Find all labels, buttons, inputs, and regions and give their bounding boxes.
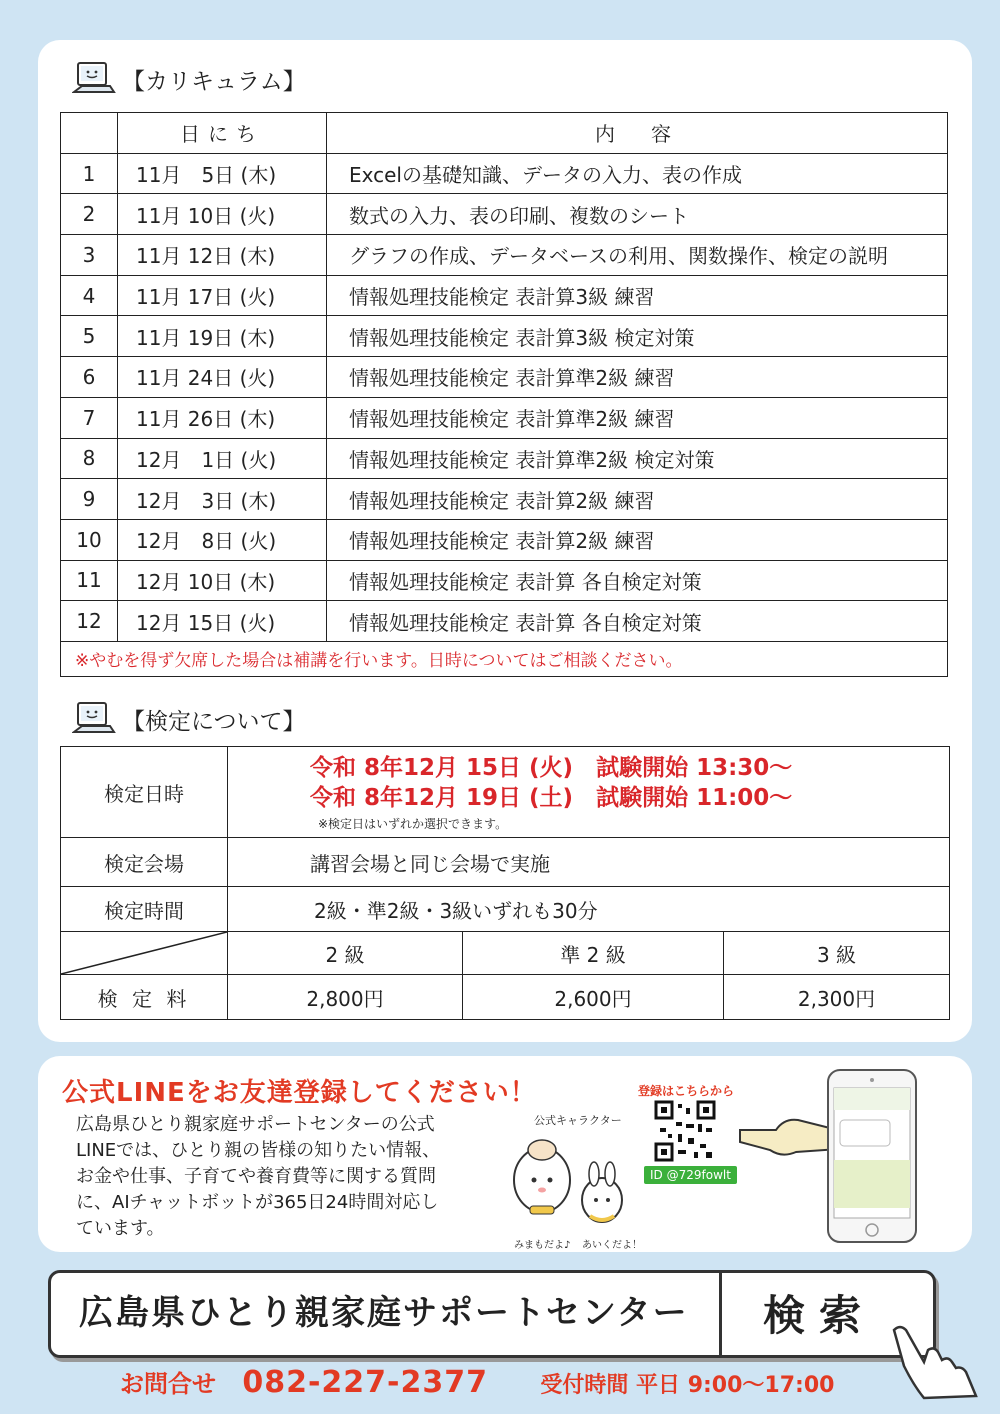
banner-center-name: 広島県ひとり親家庭サポートセンター: [79, 1293, 689, 1333]
qr-code-icon[interactable]: [654, 1100, 716, 1162]
line-body-text: お金や仕事、子育てや養育費等に関する質問: [76, 1166, 436, 1187]
row-date: 12月 15日 (火): [118, 601, 327, 642]
register-label: 登録はこちらから: [638, 1084, 735, 1098]
row-date: 11月 12日 (木): [118, 235, 327, 276]
computer-icon: [72, 60, 116, 98]
row-number: 4: [61, 275, 118, 316]
row-date: 12月 1日 (火): [118, 438, 327, 479]
exam-date-note: ※検定日はいずれか選択できます。: [318, 816, 508, 831]
row-content: 情報処理技能検定 表計算 各自検定対策: [327, 601, 948, 642]
exam-heading: [72, 700, 306, 738]
row-number: 1: [61, 153, 118, 194]
contact-label: お問合せ: [120, 1370, 216, 1398]
row-date: 11月 10日 (火): [118, 194, 327, 235]
line-body-text: LINEでは、ひとり親の皆様の知りたい情報、: [76, 1140, 441, 1161]
table-row: [61, 397, 948, 438]
table-row: [61, 194, 948, 235]
level-2: 2 級: [228, 932, 463, 975]
table-header-row: [61, 113, 948, 154]
fee-2: 2,800円: [228, 975, 463, 1020]
exam-venue-label: 検定会場: [61, 838, 228, 887]
row-number: 3: [61, 235, 118, 276]
exam-date-label: 検定日時: [61, 747, 228, 838]
level-3: 3 級: [724, 932, 950, 975]
fee-3: 2,300円: [724, 975, 950, 1020]
line-body-text: 広島県ひとり親家庭サポートセンターの公式: [76, 1114, 435, 1135]
row-number: 2: [61, 194, 118, 235]
table-row: [61, 275, 948, 316]
search-button[interactable]: 検索: [763, 1291, 876, 1340]
table-row: [61, 601, 948, 642]
search-banner[interactable]: [48, 1270, 936, 1358]
table-row: [61, 235, 948, 276]
line-body: [76, 1112, 492, 1242]
exam-fee-row: [61, 975, 950, 1020]
contact-hours: 受付時間 平日 9:00～17:00: [540, 1373, 835, 1398]
diagonal-line: [61, 932, 227, 974]
rabbit-character-icon: [500, 1128, 640, 1238]
exam-time-label: 検定時間: [61, 887, 228, 932]
row-content: Excelの基礎知識、データの入力、表の作成: [327, 153, 948, 194]
char2-caption: あいくだよ！: [582, 1240, 642, 1251]
curriculum-title: 【カリキュラム】: [122, 68, 306, 95]
exam-title: 【検定について】: [122, 708, 306, 735]
row-number: 10: [61, 519, 118, 560]
row-date: 12月 8日 (火): [118, 519, 327, 560]
diagonal-cell: [61, 932, 228, 975]
exam-date-line1: 令和 8年12月 15日 (火) 試験開始 13:30～: [310, 754, 793, 781]
table-row: [61, 316, 948, 357]
row-content: グラフの作成、データベースの利用、関数操作、検定の説明: [327, 235, 948, 276]
absence-note: ※やむを得ず欠席した場合は補講を行います。日時についてはご相談ください。: [61, 641, 948, 676]
row-date: 11月 19日 (木): [118, 316, 327, 357]
header-blank: [61, 113, 118, 154]
row-content: 情報処理技能検定 表計算準2級 練習: [327, 397, 948, 438]
smartphone-icon: [826, 1068, 918, 1244]
table-row: [61, 479, 948, 520]
table-row: [61, 153, 948, 194]
row-date: 11月 5日 (木): [118, 153, 327, 194]
computer-icon: [72, 700, 116, 738]
header-content: 内 容: [327, 113, 948, 154]
row-content: 情報処理技能検定 表計算準2級 検定対策: [327, 438, 948, 479]
line-id-badge[interactable]: ID @729fowlt: [644, 1166, 737, 1184]
row-content: 情報処理技能検定 表計算準2級 練習: [327, 357, 948, 398]
table-row: [61, 519, 948, 560]
note-row: [61, 641, 948, 676]
contact-phone[interactable]: 082-227-2377: [242, 1365, 489, 1400]
line-body-text: ています。: [76, 1218, 165, 1239]
row-number: 9: [61, 479, 118, 520]
fee-label: 検 定 料: [61, 975, 228, 1020]
exam-table: [60, 746, 950, 1020]
level-pre2: 準 2 級: [463, 932, 724, 975]
row-date: 11月 17日 (火): [118, 275, 327, 316]
exam-date-row: [61, 747, 950, 838]
row-number: 12: [61, 601, 118, 642]
row-number: 6: [61, 357, 118, 398]
row-content: 数式の入力、表の印刷、複数のシート: [327, 194, 948, 235]
row-date: 11月 26日 (木): [118, 397, 327, 438]
contact-line: [120, 1364, 834, 1400]
character-label: 公式キャラクター: [534, 1114, 622, 1127]
header-date: 日にち: [118, 113, 327, 154]
exam-time-row: [61, 887, 950, 932]
line-heading: 公式LINEをお友達登録してください！: [62, 1078, 537, 1108]
curriculum-table: [60, 112, 948, 677]
banner-divider: [719, 1273, 722, 1355]
row-number: 7: [61, 397, 118, 438]
row-number: 5: [61, 316, 118, 357]
row-content: 情報処理技能検定 表計算2級 練習: [327, 519, 948, 560]
table-row: [61, 560, 948, 601]
row-content: 情報処理技能検定 表計算3級 検定対策: [327, 316, 948, 357]
line-body-text: に、AIチャットボットが365日24時間対応し: [76, 1192, 439, 1213]
exam-venue: 講習会場と同じ会場で実施: [228, 838, 950, 887]
curriculum-heading: [72, 60, 306, 98]
row-date: 12月 3日 (木): [118, 479, 327, 520]
row-date: 11月 24日 (火): [118, 357, 327, 398]
exam-venue-row: [61, 838, 950, 887]
char1-caption: みまもだよ♪: [514, 1240, 571, 1251]
fee-pre2: 2,600円: [463, 975, 724, 1020]
row-content: 情報処理技能検定 表計算 各自検定対策: [327, 560, 948, 601]
pointer-hand-icon: [884, 1320, 984, 1400]
exam-time: 2級・準2級・3級いずれも30分: [228, 887, 950, 932]
row-number: 8: [61, 438, 118, 479]
exam-date-cell: [228, 747, 950, 838]
exam-level-row: [61, 932, 950, 975]
exam-date-line2: 令和 8年12月 19日 (土) 試験開始 11:00～: [310, 784, 793, 811]
row-content: 情報処理技能検定 表計算2級 練習: [327, 479, 948, 520]
table-row: [61, 357, 948, 398]
table-row: [61, 438, 948, 479]
row-content: 情報処理技能検定 表計算3級 練習: [327, 275, 948, 316]
row-number: 11: [61, 560, 118, 601]
row-date: 12月 10日 (木): [118, 560, 327, 601]
